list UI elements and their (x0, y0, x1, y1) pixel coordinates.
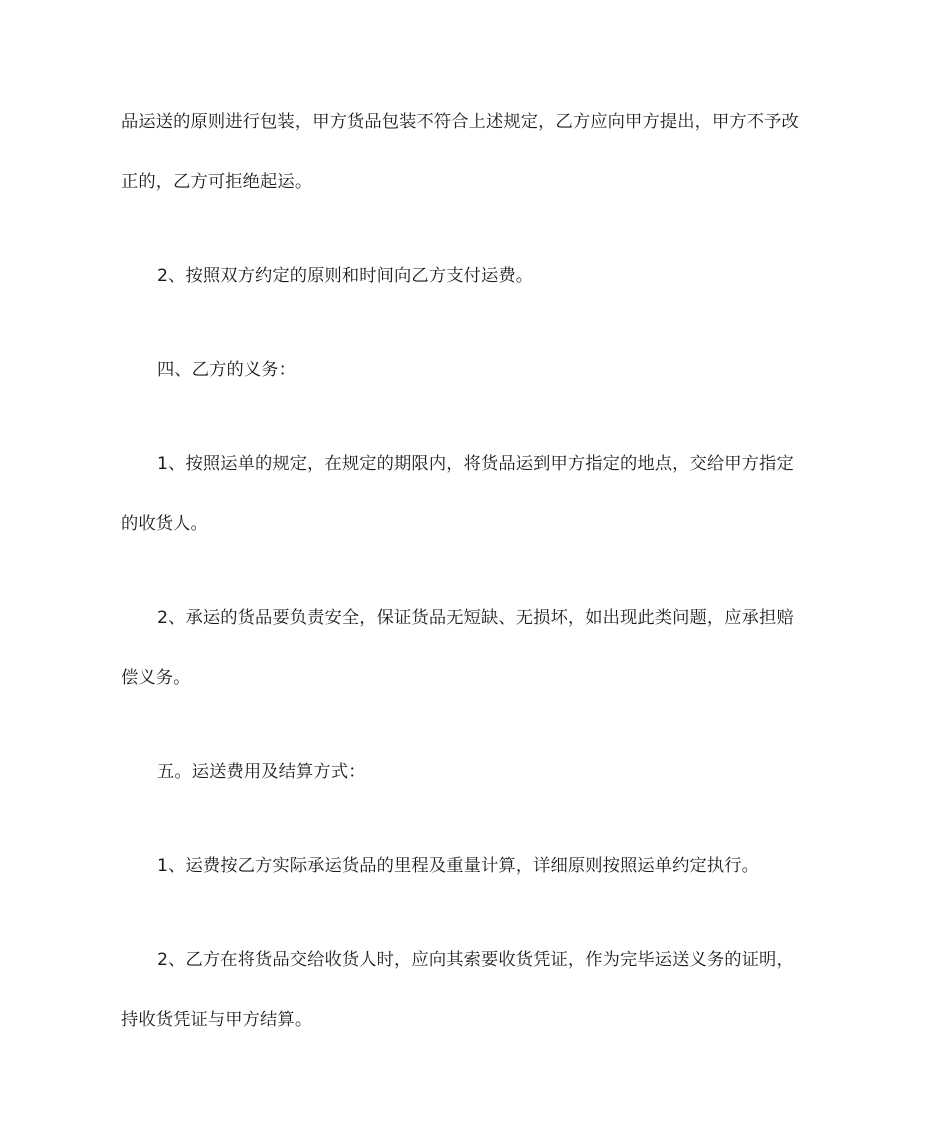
text-line: 2、按照双方约定的原则和时间向乙方支付运费。 (157, 266, 534, 286)
paragraph-party-a-payment (121, 246, 833, 306)
text-line: 持收货凭证与甲方结算。 (121, 1010, 313, 1030)
text-line: 2、乙方在将货品交给收货人时，应向其索要收货凭证，作为完毕运送义务的证明， (157, 950, 794, 970)
paragraph-receipt-settlement (121, 930, 833, 1050)
section-heading-party-b-obligations (121, 340, 833, 400)
text-line: 2、承运的货品要负责安全，保证货品无短缺、无损坏，如出现此类问题，应承担赔 (157, 608, 794, 628)
paragraph-party-b-safety (121, 588, 833, 708)
heading-text: 五。运送费用及结算方式： (157, 762, 366, 782)
text-line: 品运送的原则进行包装，甲方货品包装不符合上述规定，乙方应向甲方提出，甲方不予改 (121, 112, 799, 132)
paragraph-party-b-delivery (121, 434, 833, 554)
heading-text: 四、乙方的义务： (157, 360, 297, 380)
section-heading-fees-settlement (121, 742, 833, 802)
text-line: 1、按照运单的规定，在规定的期限内，将货品运到甲方指定的地点，交给甲方指定 (157, 454, 794, 474)
paragraph-packaging-continuation (121, 92, 833, 212)
paragraph-fee-calculation (121, 836, 833, 896)
text-line: 偿义务。 (121, 668, 191, 688)
document-body (121, 92, 833, 1084)
text-line: 1、运费按乙方实际承运货品的里程及重量计算，详细原则按照运单约定执行。 (157, 856, 760, 876)
text-line: 正的，乙方可拒绝起运。 (121, 172, 313, 192)
text-line: 的收货人。 (121, 514, 208, 534)
